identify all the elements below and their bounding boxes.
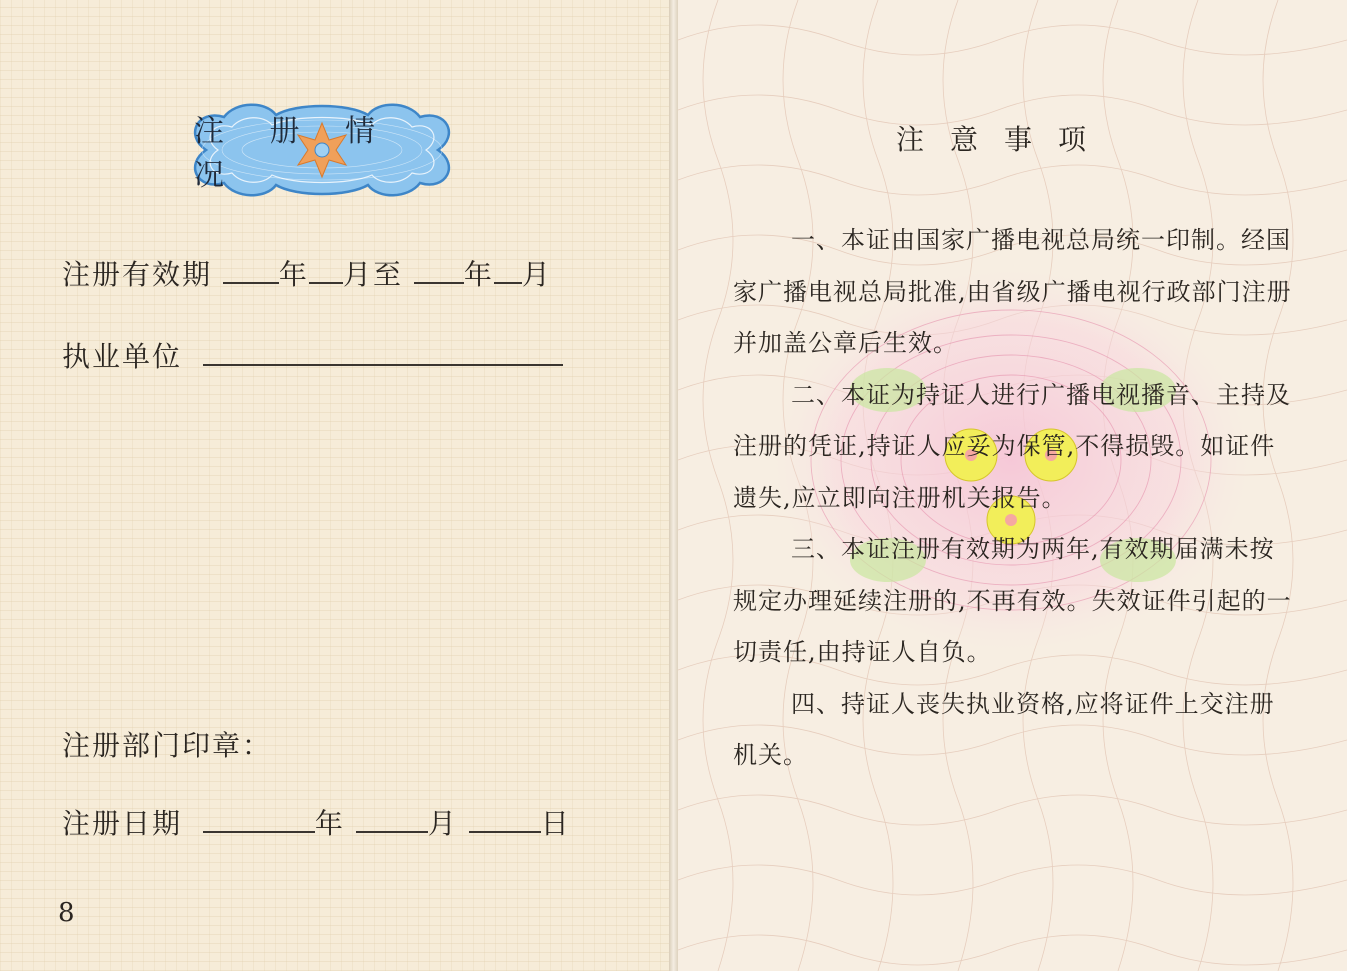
validity-year2-blank[interactable] (414, 260, 464, 284)
date-month-blank[interactable] (356, 809, 428, 833)
validity-year1-blank[interactable] (223, 260, 279, 284)
employer-row (62, 335, 563, 375)
notes-item-2: 二、本证为持证人进行广播电视播音、主持及注册的凭证,持证人应妥为保管,不得损毁。如证件遗失,应立即向注册机关报告。 (733, 380, 1291, 512)
validity-year2-unit: 年 (463, 258, 494, 291)
validity-month1-blank[interactable] (309, 260, 343, 284)
validity-row (62, 253, 552, 293)
validity-month-to: 月至 (342, 258, 403, 291)
notes-item-1: 一、本证由国家广播电视总局统一印制。经国家广播电视总局批准,由省级广播电视行政部门注册并加盖公章后生效。 (733, 226, 1292, 357)
section-badge (176, 95, 468, 205)
date-day-blank[interactable] (469, 809, 541, 833)
notes-list (733, 215, 1293, 782)
date-row (62, 802, 571, 842)
seal-label: 注册部门印章： (62, 729, 273, 762)
validity-year1-unit: 年 (278, 258, 309, 291)
notes-item-3: 三、本证注册有效期为两年,有效期届满未按规定办理延续注册的,不再有效。失效证件引起的一切责任,由持证人自负。 (733, 535, 1292, 666)
date-year-blank[interactable] (203, 809, 315, 833)
validity-month2-unit: 月 (521, 258, 552, 291)
notes-title: 注意事项 (896, 123, 1113, 156)
page-number: 8 (58, 898, 75, 928)
date-day-unit: 日 (540, 807, 571, 840)
notes-item-4: 四、持证人丧失执业资格,应将证件上交注册机关。 (733, 689, 1275, 769)
date-month-unit: 月 (427, 807, 458, 840)
date-year-unit: 年 (314, 807, 345, 840)
employer-blank[interactable] (203, 342, 563, 366)
badge-title: 注 册 情 况 (194, 114, 394, 193)
validity-month2-blank[interactable] (494, 260, 522, 284)
seal-row (62, 724, 272, 764)
left-page (0, 0, 672, 971)
validity-label: 注册有效期 (62, 258, 213, 291)
date-label: 注册日期 (62, 807, 183, 840)
employer-label: 执业单位 (62, 340, 183, 373)
